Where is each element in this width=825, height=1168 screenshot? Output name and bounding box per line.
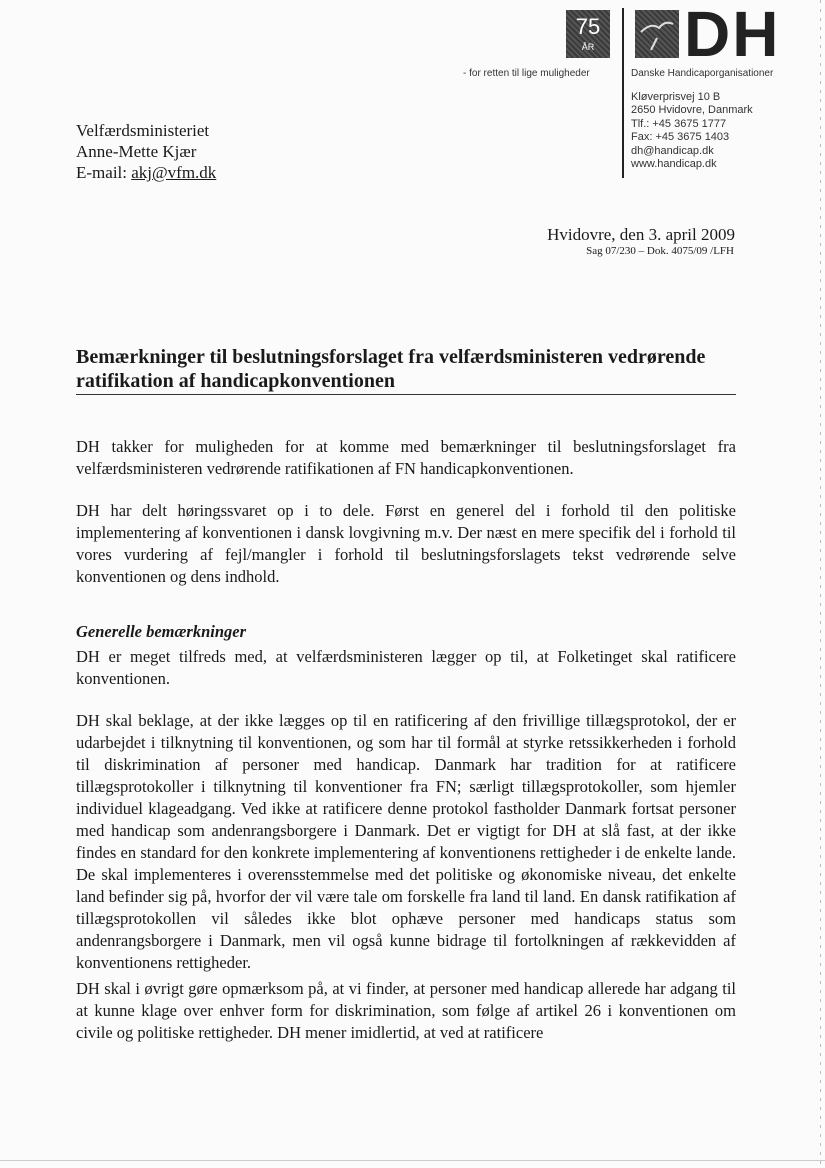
contact-fax: Fax: +45 3675 1403: [631, 131, 730, 144]
recipient-name: Anne-Mette Kjær: [76, 142, 197, 161]
contact-email[interactable]: dh@handicap.dk: [631, 144, 714, 157]
tagline: - for retten til lige muligheder: [463, 68, 590, 79]
recipient-org: Velfærdsministeriet: [76, 121, 210, 140]
contact-web[interactable]: www.handicap.dk: [631, 158, 717, 171]
paragraph-intro: DH takker for muligheden for at komme med bemærkninger til beslutningsforslaget fra velfærdsministeren vedrørende ratifikationen af FN handicapkonventionen.: [76, 437, 736, 478]
scan-bottom-edge: [0, 1160, 825, 1161]
recipient-email-line: [76, 162, 216, 183]
header-divider: [622, 8, 624, 178]
organization-name: Danske Handicaporganisationer: [631, 68, 774, 79]
dh-logo-letters: DH: [684, 0, 781, 70]
date-line: Hvidovre, den 3. april 2009: [547, 225, 735, 244]
paragraph-satisfaction: DH er meget tilfreds med, at velfærdsministeren lægger op til, at Folketinget skal ratificere konventionen.: [76, 647, 736, 688]
recipient-email-label: E-mail:: [76, 163, 132, 182]
contact-block: [631, 91, 753, 171]
recipient-email-link[interactable]: akj@vfm.dk: [131, 163, 217, 182]
recipient-block: [76, 120, 216, 183]
anniversary-logo: [566, 10, 610, 58]
anniversary-number: 75: [575, 14, 601, 39]
paragraph-structure: DH har delt høringssvaret op i to dele. Først en generel del i forhold til den politiske implementering af konventionen i dansk lovgivning m.v. Der næst en mere specifik del i forhold til vores vurdering af fejl/mangler i forhold til beslutningsforslagets tekst vedrørende selve konventionen og dens indhold.: [76, 501, 736, 586]
scan-right-edge: [820, 0, 821, 1168]
title-underline: [76, 394, 736, 395]
anniversary-word: ÅR: [581, 42, 595, 52]
bird-logo-icon: [635, 10, 679, 58]
document-title: Bemærkninger til beslutningsforslaget fra velfærdsministeren vedrørende ratifikation af handicapkonventionen: [76, 346, 706, 392]
reference-number: Sag 07/230 – Dok. 4075/09 /LFH: [586, 245, 734, 257]
paragraph-protocol: DH skal beklage, at der ikke lægges op til en ratificering af den frivillige tillægsprotokol, der er udarbejdet i tilknytning til konventionen, og som har til formål at styrke retssikkerheden i forhold til diskrimination af personer med handicap. Danmark har tradition for at ratificere tillægsprotokoller i tilknytning til konventioner fra FN; særligt tillægsprotokoller, som hjemler individuel klageadgang. Ved ikke at ratificere denne protokol fastholder Danmark fortsat personer med handicap som andenrangsborgere i Danmark. Det er vigtigt for DH at slå fast, at der ikke findes en standard for den konkrete implementering af konventionens rettigheder i de enkelte lande. De skal implementeres i overensstemmelse med det politiske og økonomiske niveau, det enkelte land befinder sig på, hvorfor der vil være tale om forskelle fra land til land. En dansk ratifikation af tillægsprotokollen vil således ikke blot ophæve personer med handicaps status som andenrangsborgere i Danmark, men vil også kunne bidrage til fortolkningen af rækkevidden af konventionens rettigheder.: [76, 711, 736, 972]
contact-phone: Tlf.: +45 3675 1777: [631, 117, 727, 130]
contact-street: Kløverprisvej 10 B: [631, 91, 721, 103]
paragraph-article-26: DH skal i øvrigt gøre opmærksom på, at vi finder, at personer med handicap allerede har adgang til at kunne klage over enhver form for diskrimination, som følge af artikel 26 i konventionen om civile og politiske rettigheder. DH mener imidlertid, at ved at ratificere: [76, 979, 736, 1042]
section-heading-general: Generelle bemærkninger: [76, 622, 247, 641]
contact-city: 2650 Hvidovre, Danmark: [631, 104, 753, 117]
